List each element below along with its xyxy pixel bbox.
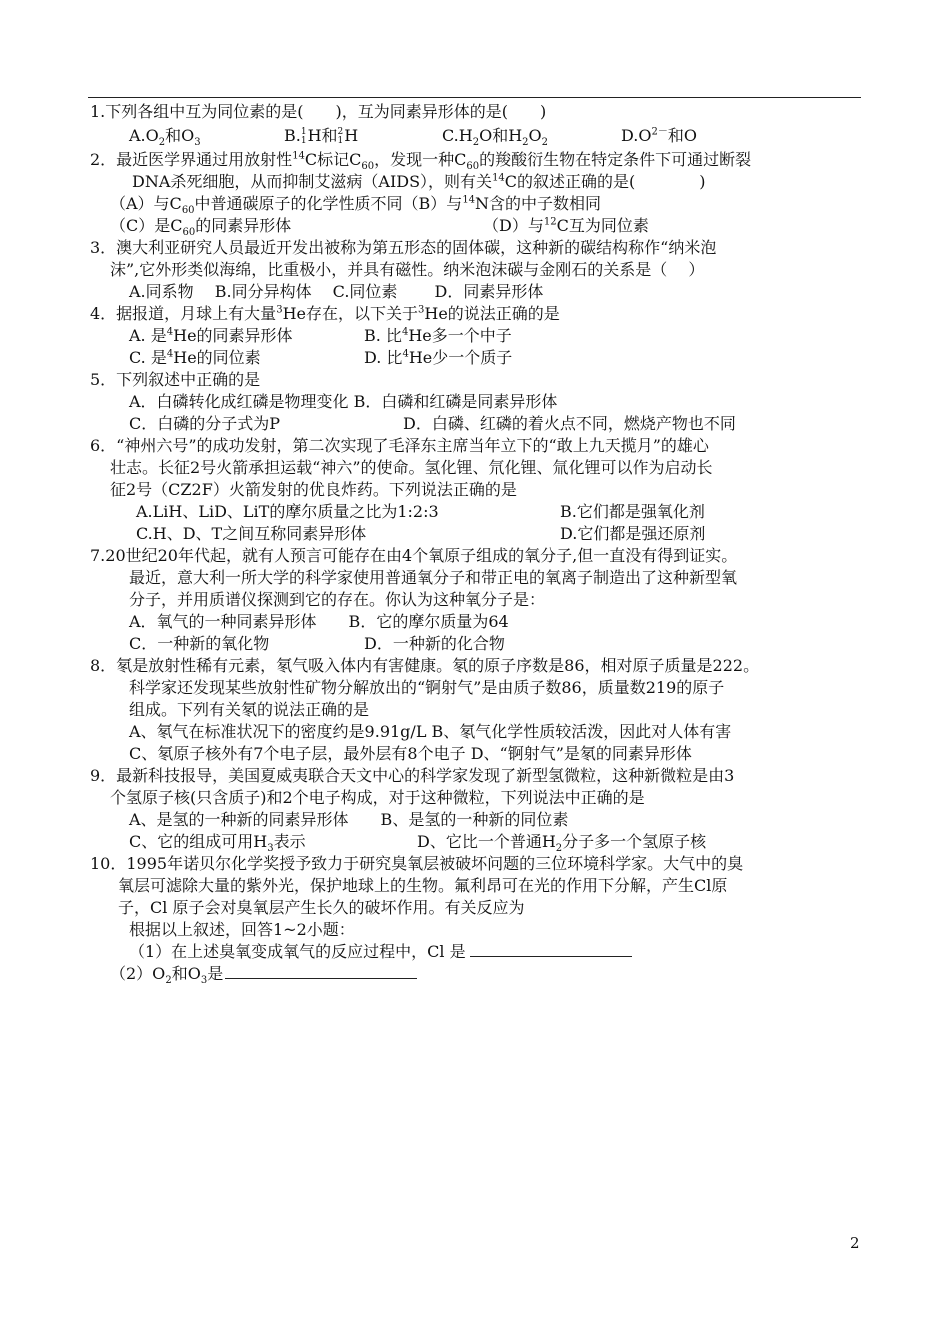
q4-option-a: A. 是$^4$He的同素异形体 xyxy=(129,326,293,345)
question-10-line-4: 根据以上叙述，回答1~2小题： xyxy=(129,920,355,939)
question-2-line-2: DNA杀死细胞，从而抑制艾滋病（AIDS），则有关$^{14}$C的叙述正确的是( ) xyxy=(132,172,706,191)
question-3-line-1: 3．澳大利亚研究人员最近开发出被称为第五形态的固体碳，这种新的碳结构称作“纳米泡 xyxy=(90,238,717,257)
q6-option-b: B.它们都是强氧化剂 xyxy=(560,502,705,521)
question-3-line-2: 沫”,它外形类似海绵，比重极小，并具有磁性。纳米泡沫碳与金刚石的关系是（ ） xyxy=(110,260,705,279)
header-rule xyxy=(88,97,861,98)
q7-option-d: D．一种新的化合物 xyxy=(364,634,505,653)
question-2-options-cd xyxy=(90,215,865,237)
question-8-line-3: 组成。下列有关氡的说法正确的是 xyxy=(129,700,370,719)
question-8-options-ab: A、氡气在标准状况下的密度约是9.91g/L B、氡气化学性质较活泼，因此对人体有害 xyxy=(129,722,732,741)
question-8-options-cd: C、氡原子核外有7个电子层，最外层有8个电子 D、“锕射气”是氡的同素异形体 xyxy=(129,744,692,763)
question-6-line-1: 6．“神州六号”的成功发射，第二次实现了毛泽东主席当年立下的“敢上九天揽月”的雄心 xyxy=(90,436,709,455)
q4-option-c: C. 是$^4$He的同位素 xyxy=(129,348,261,367)
question-2-line-1: 2．最近医学界通过用放射性$^{14}$C标记$C_{60}$，发现一种$C_{60}$的羧酸衍生物在特定条件下可通过断裂 xyxy=(90,150,752,173)
q5-option-d: D．白磷、红磷的着火点不同，燃烧产物也不同 xyxy=(403,414,736,433)
question-10-line-1: 10．1995年诺贝尔化学奖授予致力于研究臭氧层被破坏问题的三位环境科学家。大气中的臭 xyxy=(90,854,744,873)
question-6-line-2: 壮志。长征2号火箭承担运载“神六”的使命。氢化锂、氘化锂、氚化锂可以作为启动长 xyxy=(110,458,713,477)
question-6-options-ab xyxy=(90,501,865,523)
question-10-sub-1: （1）在上述臭氧变成氧气的反应过程中，Cl 是 xyxy=(90,941,865,963)
question-9-line-2: 个氢原子核(只含质子)和2个电子构成，对于这种微粒，下列说法中正确的是 xyxy=(110,788,645,807)
question-9-options-ab: A、是氢的一种新的同素异形体 B、是氢的一种新的同位素 xyxy=(129,810,569,829)
question-4-options-ab xyxy=(90,325,865,347)
question-10-line-2: 氧层可滤除大量的紫外光，保护地球上的生物。氟利昂可在光的作用下分解，产生Cl原 xyxy=(118,876,728,895)
question-8-line-2: 科学家还发现某些放射性矿物分解放出的“锕射气”是由质子数86，质量数219的原子 xyxy=(129,678,725,697)
question-5-stem: 5．下列叙述中正确的是 xyxy=(90,370,261,389)
question-5-options-ab: A．白磷转化成红磷是物理变化 B．白磷和红磷是同素异形体 xyxy=(129,392,558,411)
q6-option-a: A.LiH、LiD、LiT的摩尔质量之比为1:2:3 xyxy=(136,502,439,521)
q6-option-d: D.它们都是强还原剂 xyxy=(560,524,706,543)
question-7-options-cd xyxy=(90,633,865,655)
question-7-line-1: 7.20世纪20年代起，就有人预言可能存在由4个氧原子组成的氧分子,但一直没有得到证实。 xyxy=(90,546,738,565)
q7-option-c: C．一种新的氧化物 xyxy=(129,634,270,653)
q2-option-d: （D）与$^{12}$C互为同位素 xyxy=(483,216,649,235)
question-9-line-1: 9．最新科技报导，美国夏威夷联合天文中心的科学家发现了新型氢微粒，这种新微粒是由3 xyxy=(90,766,735,785)
question-8-line-1: 8．氡是放射性稀有元素，氡气吸入体内有害健康。氡的原子序数是86，相对原子质量是222。 xyxy=(90,656,760,675)
question-4-options-cd xyxy=(90,347,865,369)
q6-option-c: C.H、D、T之间互称同素异形体 xyxy=(136,524,367,543)
q1-option-c: $C.H_2O$和$H_2O_2$ xyxy=(442,126,549,149)
q5-option-c: C．白磷的分子式为P xyxy=(129,414,281,433)
question-3-options: A.同系物 B.同分异构体 C.同位素 D．同素异形体 xyxy=(129,282,544,301)
question-4-stem: 4．据报道，月球上有大量$^3$He存在，以下关于$^3$He的说法正确的是 xyxy=(90,304,560,323)
question-7-options-ab: A．氧气的一种同素异形体 B．它的摩尔质量为64 xyxy=(129,612,509,631)
question-6-options-cd xyxy=(90,523,865,545)
q1-option-b: B. 1 1 H和 2 1 H xyxy=(284,126,359,146)
q2-option-c: （C）是$C_{60}$的同素异形体 xyxy=(110,216,292,239)
question-10-sub-2: $(2)O_2$和$O_3$是 xyxy=(90,963,865,985)
question-7-line-2: 最近，意大利一所大学的科学家使用普通氧分子和带正电的氧离子制造出了这种新型氧 xyxy=(129,568,738,587)
question-5-options-cd xyxy=(90,413,865,435)
answer-blank-2[interactable] xyxy=(225,964,417,979)
q9-option-c: C、它的组成可用$H_3$表示 xyxy=(129,832,306,855)
q4-option-b: B. 比$^4$He多一个中子 xyxy=(364,326,512,345)
q1-option-d: $D.O^{2-}$和O xyxy=(621,126,697,145)
q9-option-d: D、它比一个普通$H_2$分子多一个氢原子核 xyxy=(417,832,707,855)
question-1-stem: 1.下列各组中互为同位素的是( )，互为同素异形体的是( ) xyxy=(90,102,547,121)
q1-option-a: $A.O_2$和$O_3$ xyxy=(129,126,201,149)
page-number: 2 xyxy=(850,1234,860,1252)
question-10-line-3: 子，Cl 原子会对臭氧层产生长久的破坏作用。有关反应为 xyxy=(118,898,525,917)
question-6-line-3: 征2号（CZ2F）火箭发射的优良炸药。下列说法正确的是 xyxy=(110,480,517,499)
q4-option-d: D. 比$^4$He少一个质子 xyxy=(364,348,513,367)
question-list xyxy=(90,101,865,985)
question-1-options xyxy=(90,125,865,147)
question-2-options-ab: （A）与$C_{60}$中普通碳原子的化学性质不同（B）与$^{14}$N含的中子数相同 xyxy=(110,194,602,217)
answer-blank-1[interactable] xyxy=(470,942,632,957)
question-7-line-3: 分子，并用质谱仪探测到它的存在。你认为这种氧分子是： xyxy=(129,590,546,609)
question-9-options-cd xyxy=(90,831,865,853)
